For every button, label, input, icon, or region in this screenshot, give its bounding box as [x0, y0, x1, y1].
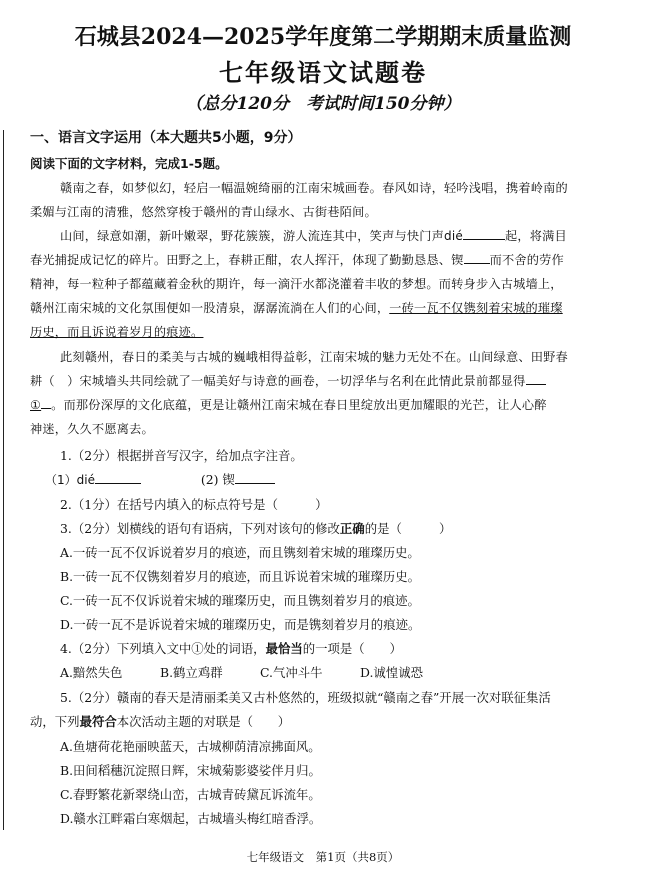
q3-option-a: A.一砖一瓦不仅诉说着岁月的痕迹，而且镌刻着宋城的璀璨历史。	[60, 545, 420, 560]
passage-text: 春光捕捉成记忆的碎片。田野之上，春耕正酣，农人挥汗，体现了勤勤恳恳、锲	[30, 253, 464, 267]
answer-blank[interactable]	[463, 227, 505, 240]
answer-blank[interactable]	[95, 471, 141, 484]
passage-line: 赣南之春，如梦似幻，轻启一幅温婉绮丽的江南宋城画卷。春风如诗，轻吟浅唱，携着岭南的	[60, 181, 568, 195]
section-heading: 一、语言文字运用（本大题共5小题，9分）	[30, 130, 302, 146]
q4-option-b: B.鹤立鸡群	[160, 665, 223, 680]
q3-emphasis: 正确	[339, 521, 365, 536]
q4-option-c: C.气冲斗牛	[260, 665, 323, 680]
passage-text: 而不舍的劳作	[489, 253, 564, 267]
q5-option-c: C.春野繁花新翠绕山峦，古城青砖黛瓦诉流年。	[60, 787, 321, 802]
blank-marker-1: ①	[30, 398, 42, 412]
question-3	[60, 519, 620, 537]
passage-text: 起，将满目	[504, 229, 567, 243]
underlined-sentence: 历史，而且诉说着岁月的痕迹。	[30, 325, 204, 339]
q4-option-d: D.诚惶诚恐	[360, 665, 423, 680]
passage-line	[30, 251, 620, 268]
passage-line	[30, 396, 620, 413]
reading-instruction: 阅读下面的文字材料，完成1-5题。	[30, 156, 228, 171]
passage-line: 此刻赣州，春日的柔美与古城的巍峨相得益彰，江南宋城的魅力无处不在。山间绿意、田野春	[60, 350, 568, 364]
passage-text: 耕（ ）宋城墙头共同绘就了一幅美好与诗意的画卷，一切浮华与名利在此情此景前都显得	[30, 374, 526, 388]
q3-option-c: C.一砖一瓦不仅诉说着宋城的璀璨历史，而且镌刻着岁月的痕迹。	[60, 593, 420, 608]
q3-text: 的是（ ）	[364, 521, 452, 536]
q4-options	[60, 663, 620, 681]
q4-option-a: A.黯然失色	[60, 665, 123, 680]
q4-text: 4.（2分）下列填入文中①处的词语，	[60, 641, 266, 656]
passage-line: 精神，每一粒种子都蕴藏着金秋的期许，每一滴汗水都浇灌着丰收的梦想。而转身步入古城墙上，	[30, 277, 563, 291]
q3-option-d: D.一砖一瓦不是诉说着宋城的璀璨历史，而是镌刻着岁月的痕迹。	[60, 617, 421, 632]
q5-option-d: D.赣水江畔霜白寒烟起，古城墙头梅红暗香浮。	[60, 811, 322, 826]
q5-option-a: A.鱼塘荷花艳丽映蓝天，古城柳荫清凉拂面风。	[60, 739, 321, 754]
q5-emphasis: 最符合	[79, 714, 117, 729]
q1-item-a: （1）dié	[45, 473, 95, 487]
answer-blank[interactable]	[41, 396, 51, 409]
q3-option-b: B.一砖一瓦不仅镌刻着岁月的痕迹，而且诉说着宋城的璀璨历史。	[60, 569, 420, 584]
answer-blank[interactable]	[235, 471, 275, 484]
question-1-items	[45, 470, 605, 488]
q5-text: 动，下列	[30, 714, 80, 729]
question-1: 1.（2分）根据拼音写汉字，给加点字注音。	[60, 448, 303, 463]
question-5-cont	[30, 712, 590, 730]
q1-item-b: (2) 锲	[200, 472, 235, 487]
passage-line: 神迷，久久不愿离去。	[30, 422, 154, 436]
question-2: 2.（1分）在括号内填入的标点符号是（ ）	[60, 497, 328, 512]
exam-title: 石城县2024—2025学年度第二学期期末质量监测	[74, 24, 572, 50]
question-4	[60, 639, 620, 657]
passage-line	[30, 372, 620, 389]
page-footer: 七年级语文 第1页（共8页）	[246, 850, 400, 864]
question-5: 5.（2分）赣南的春天是清丽柔美又古朴悠然的，班级拟就“赣南之春”开展一次对联征集活	[60, 690, 551, 705]
underlined-sentence: 一砖一瓦不仅镌刻着宋城的璀璨	[389, 301, 563, 315]
answer-blank[interactable]	[526, 372, 546, 385]
binding-margin-line	[3, 130, 4, 830]
pinyin-dié: dié	[444, 229, 463, 243]
q5-option-b: B.田间稻穗沉淀照日辉，宋城菊影婆娑伴月归。	[60, 763, 321, 778]
passage-line	[30, 299, 620, 316]
exam-meta: （总分120分 考试时间150分钟）	[185, 94, 461, 114]
passage-text: 山间，绿意如潮，新叶嫩翠，野花簇簇，游人流连其中，笑声与快门声	[60, 229, 445, 243]
q4-emphasis: 最恰当	[265, 641, 303, 656]
q4-text: 的一项是（ ）	[302, 641, 402, 656]
passage-line	[60, 227, 646, 244]
exam-subtitle: 七年级语文试题卷	[219, 58, 427, 87]
answer-blank[interactable]	[464, 251, 490, 264]
passage-text: 赣州江南宋城的文化氛围便如一股清泉，潺潺流淌在人们的心间，	[30, 301, 390, 315]
q3-text: 3.（2分）划横线的语句有语病，下列对该句的修改	[60, 521, 340, 536]
passage-line: 柔媚与江南的清雅，悠然穿梭于赣州的青山绿水、古街巷陌间。	[30, 205, 377, 219]
passage-text: 。而那份深厚的文化底蕴，更是让赣州江南宋城在春日里绽放出更加耀眼的光芒，让人心醉	[51, 398, 547, 412]
q5-text: 本次活动主题的对联是（ ）	[116, 714, 291, 729]
